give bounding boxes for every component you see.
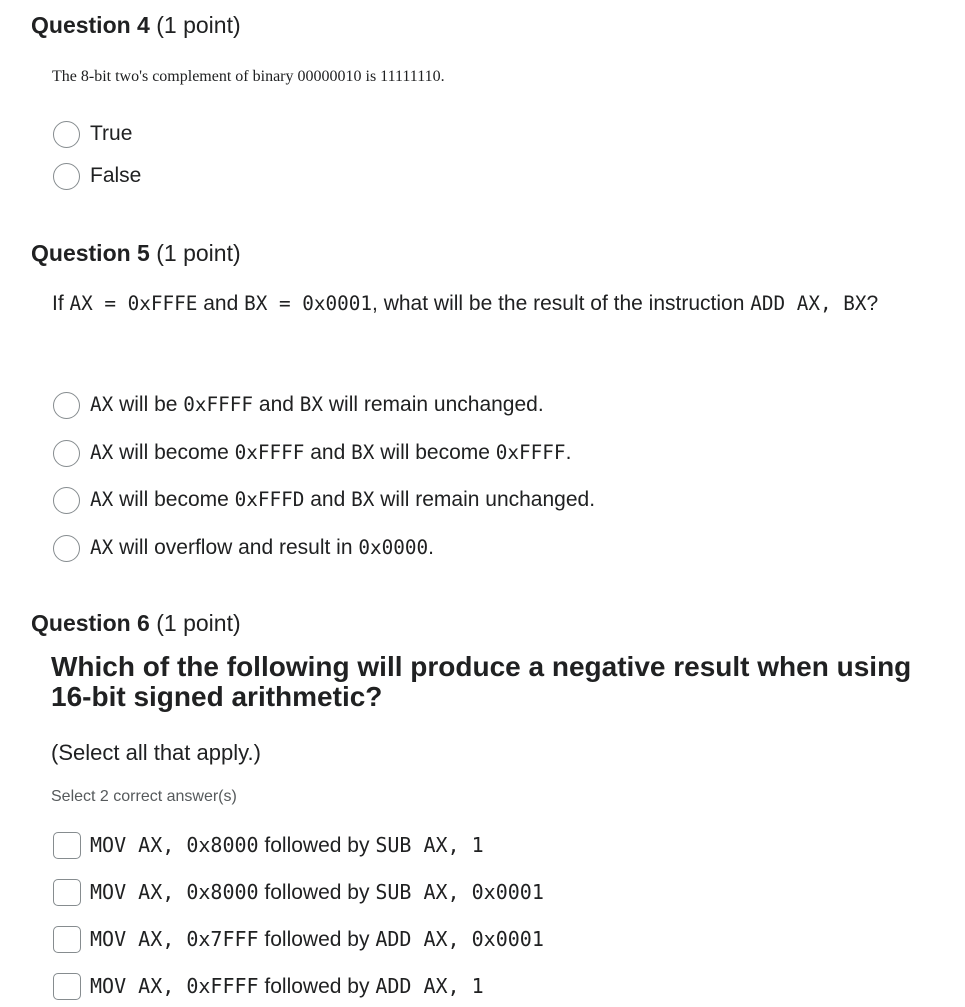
option-label: AX will be 0xFFFF and BX will remain unchanged. <box>90 393 544 416</box>
question-4-text: The 8-bit two's complement of binary 00000010 is 11111110. <box>52 68 445 85</box>
prompt-text: and <box>197 292 245 315</box>
question-5-label: Question 5 <box>31 240 150 266</box>
option-label: False <box>90 164 142 187</box>
question-5-points: (1 point) <box>156 240 241 266</box>
checkbox[interactable] <box>53 879 81 906</box>
question-6-label: Question 6 <box>31 610 150 636</box>
q4-option-false[interactable] <box>53 160 141 192</box>
option-label: MOV AX, 0x8000 followed by SUB AX, 0x0001 <box>90 879 544 904</box>
option-label: MOV AX, 0x7FFF followed by ADD AX, 0x0001 <box>90 926 544 951</box>
radio-button[interactable] <box>53 535 80 562</box>
radio-button[interactable] <box>53 163 80 190</box>
question-4-points: (1 point) <box>156 12 241 38</box>
radio-button[interactable] <box>53 121 80 148</box>
q6-option-3[interactable] <box>53 923 544 955</box>
option-label: AX will become 0xFFFD and BX will remain unchanged. <box>90 488 596 511</box>
q6-option-1[interactable] <box>53 829 484 861</box>
prompt-code: BX = 0x0001 <box>244 292 373 315</box>
radio-button[interactable] <box>53 392 80 419</box>
question-6-note: (Select all that apply.) <box>51 740 261 765</box>
option-label: True <box>90 122 133 145</box>
checkbox[interactable] <box>53 973 81 1000</box>
q5-option-4[interactable] <box>53 532 434 564</box>
q5-option-3[interactable] <box>53 484 595 516</box>
prompt-code: ADD AX, BX <box>750 292 867 315</box>
prompt-code: AX = 0xFFFE <box>69 292 198 315</box>
prompt-text: If <box>52 292 70 315</box>
option-label: MOV AX, 0xFFFF followed by ADD AX, 1 <box>90 973 484 998</box>
question-6-title <box>31 610 241 637</box>
question-6-points: (1 point) <box>156 610 241 636</box>
prompt-text: ? <box>866 292 879 315</box>
radio-button[interactable] <box>53 440 80 467</box>
prompt-text: , what will be the result of the instruction <box>372 292 751 315</box>
option-label: AX will become 0xFFFF and BX will become 0xFFFF. <box>90 441 572 464</box>
checkbox[interactable] <box>53 926 81 953</box>
question-6-hint: Select 2 correct answer(s) <box>51 788 237 805</box>
question-4-title <box>31 12 241 39</box>
q6-option-4[interactable] <box>53 970 484 1002</box>
checkbox[interactable] <box>53 832 81 859</box>
q4-option-true[interactable] <box>53 118 132 150</box>
q5-option-2[interactable] <box>53 437 571 469</box>
radio-button[interactable] <box>53 487 80 514</box>
option-label: AX will overflow and result in 0x0000. <box>90 536 434 559</box>
q5-option-1[interactable] <box>53 389 544 421</box>
question-6-heading: Which of the following will produce a negative result when using 16-bit signed arithmetic? <box>51 651 912 712</box>
question-4-label: Question 4 <box>31 12 150 38</box>
option-label: MOV AX, 0x8000 followed by SUB AX, 1 <box>90 832 484 857</box>
question-5-text <box>52 286 957 322</box>
q6-option-2[interactable] <box>53 876 544 908</box>
question-5-title <box>31 240 241 267</box>
